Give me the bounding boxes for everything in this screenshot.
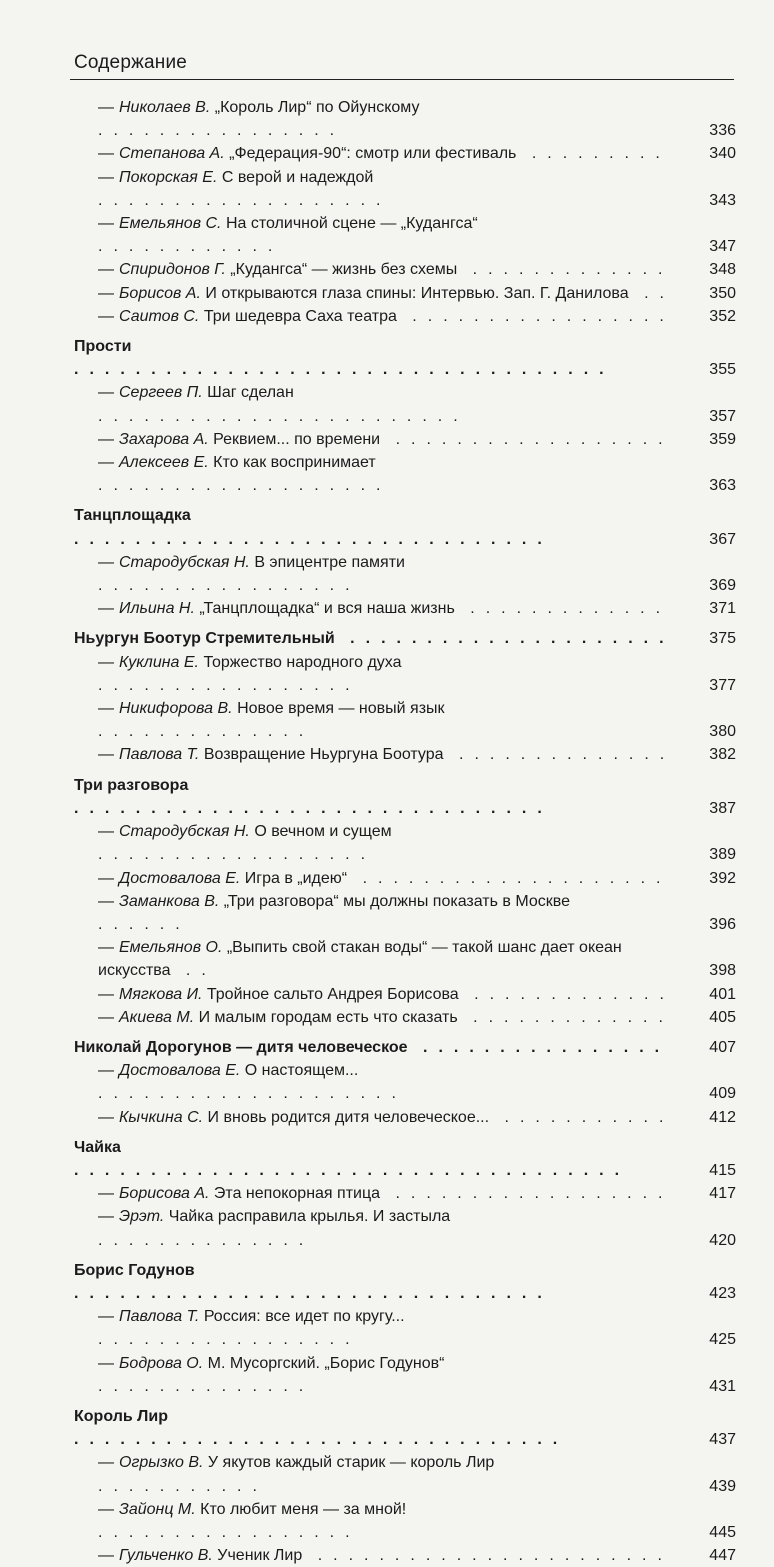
entry-title: „Три разговора“ мы должны показать в Москве xyxy=(223,892,570,910)
entry-author: Бодрова О. xyxy=(119,1354,204,1372)
page-number: 347 xyxy=(709,238,736,256)
entry-author: Емельянов О. xyxy=(119,939,223,957)
entry-title: Тройное сальто Андрея Борисова xyxy=(206,985,459,1003)
entry-dash: — xyxy=(98,1547,114,1565)
page-number: 398 xyxy=(709,962,736,980)
page-number: 445 xyxy=(709,1523,736,1541)
entry-title: Возвращение Ньургуна Боотура xyxy=(203,746,444,764)
page-number: 371 xyxy=(709,600,736,618)
toc-article-entry xyxy=(74,651,736,697)
entry-title: В эпицентре памяти xyxy=(254,553,405,571)
page-number: 350 xyxy=(709,284,736,302)
entry-dash: — xyxy=(98,823,114,841)
page-number: 359 xyxy=(709,430,736,448)
dot-leader: ................................... xyxy=(74,361,615,379)
entry-dash: — xyxy=(98,700,114,718)
page-number: 405 xyxy=(709,1008,736,1026)
header-rule xyxy=(70,79,734,80)
entry-title: Чайка xyxy=(74,1138,121,1156)
toc-article-entry xyxy=(74,142,736,165)
toc-section-entry xyxy=(74,1405,736,1451)
entry-author: Гульченко В. xyxy=(119,1547,213,1565)
entry-dash: — xyxy=(98,1108,114,1126)
dot-leader: ............. xyxy=(458,985,675,1003)
toc-article-entry xyxy=(74,1352,736,1398)
entry-author: Сергеев П. xyxy=(119,384,203,402)
entry-title: Ньургун Боотур Стремительный xyxy=(74,630,335,648)
dot-leader: ................. xyxy=(396,307,675,325)
entry-title: „Танцплощадка“ и вся наша жизнь xyxy=(199,600,455,618)
entry-author: Алексеев Е. xyxy=(119,454,209,472)
dot-leader: ................. xyxy=(98,1331,361,1349)
entry-author: Захарова А. xyxy=(119,430,209,448)
entry-title: Чайка расправила крылья. И застыла xyxy=(168,1208,451,1226)
entry-author: Достовалова Е. xyxy=(119,869,241,887)
page-number: 336 xyxy=(709,122,736,140)
dot-leader: ........................ xyxy=(98,407,469,425)
entry-title: „Выпить свой стакан воды“ — такой шанс дает океан искусства xyxy=(98,939,622,980)
page-number: 392 xyxy=(709,869,736,887)
page-number: 415 xyxy=(709,1161,736,1179)
entry-author: Степанова А. xyxy=(119,145,225,163)
toc-article-entry xyxy=(74,282,736,305)
page-number: 357 xyxy=(709,407,736,425)
entry-dash: — xyxy=(98,454,114,472)
dot-leader: .............. xyxy=(443,746,676,764)
toc-article-entry xyxy=(74,96,736,142)
dot-leader: ............................... xyxy=(74,530,553,548)
page-number: 343 xyxy=(709,191,736,209)
entry-title: „Король Лир“ по Ойунскому xyxy=(214,99,420,116)
page-number: 377 xyxy=(709,676,736,694)
entry-dash: — xyxy=(98,1500,114,1518)
page-number: 382 xyxy=(709,746,736,764)
page-number: 425 xyxy=(709,1331,736,1349)
toc-article-entry xyxy=(74,1544,736,1567)
entry-author: Никифорова В. xyxy=(119,700,233,718)
page-number: 363 xyxy=(709,477,736,495)
entry-author: Огрызко В. xyxy=(119,1454,204,1472)
dot-leader: ..................... xyxy=(334,630,675,648)
dot-leader: .................. xyxy=(98,846,377,864)
dot-leader: ............................... xyxy=(74,1284,553,1302)
page-number: 437 xyxy=(709,1431,736,1449)
page-number: 420 xyxy=(709,1231,736,1249)
dot-leader: ................. xyxy=(98,676,361,694)
entry-title: Ученик Лир xyxy=(217,1547,303,1565)
entry-dash: — xyxy=(98,384,114,402)
page-number: 412 xyxy=(709,1108,736,1126)
entry-dash: — xyxy=(98,653,114,671)
entry-author: Куклина Е. xyxy=(119,653,199,671)
toc-article-entry xyxy=(74,381,736,427)
entry-title: О вечном и сущем xyxy=(254,823,392,841)
entry-title: С верой и надеждой xyxy=(221,168,374,186)
entry-dash: — xyxy=(98,600,114,618)
entry-dash: — xyxy=(98,985,114,1003)
page-number: 340 xyxy=(709,145,736,163)
entry-dash: — xyxy=(98,1208,114,1226)
dot-leader: ............ xyxy=(98,238,284,256)
entry-author: Достовалова Е. xyxy=(119,1062,241,1080)
entry-dash: — xyxy=(98,869,114,887)
entry-dash: — xyxy=(98,1062,114,1080)
toc-article-entry xyxy=(74,428,736,451)
dot-leader: ...... xyxy=(98,915,191,933)
entry-author: Павлова Т. xyxy=(119,1308,200,1326)
toc-article-entry xyxy=(74,258,736,281)
entry-dash: — xyxy=(98,892,114,910)
dot-leader: ............. xyxy=(454,600,672,618)
entry-title: „Кудангса“ — жизнь без схемы xyxy=(230,261,458,279)
entry-author: Стародубская Н. xyxy=(119,553,250,571)
toc-article-entry xyxy=(74,867,736,890)
toc-article-entry xyxy=(74,166,736,212)
toc-article-entry xyxy=(74,1059,736,1105)
page-number: 367 xyxy=(709,530,736,548)
entry-dash: — xyxy=(98,1354,114,1372)
toc-article-entry xyxy=(74,451,736,497)
entry-title: Эта непокорная птица xyxy=(213,1185,381,1203)
entry-dash: — xyxy=(98,261,114,279)
toc-section-entry xyxy=(74,627,736,650)
page-number: 447 xyxy=(709,1547,736,1565)
page-number: 389 xyxy=(709,846,736,864)
page-number: 417 xyxy=(709,1185,736,1203)
toc-article-entry xyxy=(74,983,736,1006)
dot-leader: ................. xyxy=(98,577,361,595)
entry-title: Король Лир xyxy=(74,1407,168,1425)
toc-article-entry xyxy=(74,1498,736,1544)
table-of-contents xyxy=(74,96,736,1567)
dot-leader: ....................... xyxy=(302,1547,673,1565)
dot-leader: ................ xyxy=(407,1038,671,1056)
dot-leader: .. xyxy=(628,284,675,302)
dot-leader: .............. xyxy=(98,1377,315,1395)
entry-title: Борис Годунов xyxy=(74,1261,195,1279)
toc-article-entry xyxy=(74,305,736,328)
entry-title: Кто любит меня — за мной! xyxy=(200,1500,407,1518)
entry-author: Борисов А. xyxy=(119,284,201,302)
entry-author: Кычкина С. xyxy=(119,1108,204,1126)
entry-dash: — xyxy=(98,307,114,325)
entry-title: И вновь родится дитя человеческое... xyxy=(207,1108,490,1126)
dot-leader: .................... xyxy=(98,1085,407,1103)
entry-dash: — xyxy=(98,939,114,957)
entry-dash: — xyxy=(98,145,114,163)
entry-title: Прости xyxy=(74,338,132,356)
toc-section-entry xyxy=(74,1259,736,1305)
entry-author: Покорская Е. xyxy=(119,168,218,186)
dot-leader: ................................ xyxy=(74,1431,569,1449)
toc-section-entry xyxy=(74,504,736,550)
entry-author: Борисова А. xyxy=(119,1185,210,1203)
dot-leader: .............. xyxy=(98,723,315,741)
entry-title: У якутов каждый старик — король Лир xyxy=(207,1454,495,1472)
entry-author: Павлова Т. xyxy=(119,746,200,764)
entry-dash: — xyxy=(98,553,114,571)
dot-leader: ......... xyxy=(516,145,671,163)
entry-dash: — xyxy=(98,1308,114,1326)
toc-article-entry xyxy=(74,697,736,743)
toc-article-entry xyxy=(74,1305,736,1351)
page-number: 352 xyxy=(709,307,736,325)
entry-title: На столичной сцене — „Кудангса“ xyxy=(225,215,478,233)
entry-title: Игра в „идею“ xyxy=(244,869,348,887)
dot-leader: ................... xyxy=(98,191,392,209)
entry-title: М. Мусоргский. „Борис Годунов“ xyxy=(207,1354,445,1372)
entry-dash: — xyxy=(98,1185,114,1203)
page-number: 401 xyxy=(709,985,736,1003)
dot-leader: .................. xyxy=(380,430,674,448)
page-number: 355 xyxy=(709,361,736,379)
page-number: 409 xyxy=(709,1085,736,1103)
toc-section-entry xyxy=(74,774,736,820)
dot-leader: .............. xyxy=(98,1231,315,1249)
entry-title: Кто как воспринимает xyxy=(213,454,376,472)
page-number: 396 xyxy=(709,915,736,933)
entry-dash: — xyxy=(98,284,114,302)
entry-author: Заманкова В. xyxy=(119,892,220,910)
page-number: 387 xyxy=(709,799,736,817)
page-number: 369 xyxy=(709,577,736,595)
entry-dash: — xyxy=(98,430,114,448)
dot-leader: ........... xyxy=(98,1477,268,1495)
entry-author: Саитов С. xyxy=(119,307,200,325)
entry-dash: — xyxy=(98,99,114,116)
entry-title: И открываются глаза спины: Интервью. Зап. Г. Данилова xyxy=(205,284,629,302)
entry-title: Реквием... по времени xyxy=(213,430,381,448)
page-number: 380 xyxy=(709,723,736,741)
dot-leader: ................. xyxy=(98,1523,361,1541)
page-number: 439 xyxy=(709,1477,736,1495)
page-number: 431 xyxy=(709,1377,736,1395)
toc-article-entry xyxy=(74,890,736,936)
dot-leader: ................... xyxy=(98,477,392,495)
dot-leader: .................................... xyxy=(74,1161,631,1179)
entry-title: Шаг сделан xyxy=(207,384,294,402)
entry-author: Ильина Н. xyxy=(119,600,195,618)
entry-title: Николай Дорогунов — дитя человеческое xyxy=(74,1038,408,1056)
toc-article-entry xyxy=(74,743,736,766)
entry-author: Акиева М. xyxy=(119,1008,195,1026)
dot-leader: ............. xyxy=(457,1008,674,1026)
entry-title: Три разговора xyxy=(74,776,189,794)
toc-article-entry xyxy=(74,212,736,258)
dot-leader: .................. xyxy=(380,1185,674,1203)
entry-author: Николаев В. xyxy=(119,99,211,116)
toc-article-entry xyxy=(74,551,736,597)
entry-author: Мягкова И. xyxy=(119,985,203,1003)
dot-leader: .................... xyxy=(347,869,672,887)
entry-author: Стародубская Н. xyxy=(119,823,250,841)
toc-article-entry xyxy=(74,936,736,982)
entry-dash: — xyxy=(98,1454,114,1472)
entry-author: Спиридонов Г. xyxy=(119,261,226,279)
entry-title: Торжество народного духа xyxy=(203,653,402,671)
toc-article-entry xyxy=(74,597,736,620)
entry-title: Россия: все идет по кругу... xyxy=(203,1308,405,1326)
page-header: Содержание xyxy=(74,52,188,73)
entry-title: Новое время — новый язык xyxy=(237,700,445,718)
page-number: 423 xyxy=(709,1284,736,1302)
entry-title: Танцплощадка xyxy=(74,507,191,525)
entry-dash: — xyxy=(98,215,114,233)
dot-leader: ........... xyxy=(489,1108,675,1126)
entry-author: Эрэт. xyxy=(119,1208,165,1226)
toc-article-entry xyxy=(74,1451,736,1497)
toc-section-entry xyxy=(74,1036,736,1059)
toc-article-entry xyxy=(74,1205,736,1251)
page-number: 407 xyxy=(709,1038,736,1056)
dot-leader: .. xyxy=(170,962,217,980)
toc-section-entry xyxy=(74,335,736,381)
entry-title: И малым городам есть что сказать xyxy=(198,1008,458,1026)
toc-article-entry xyxy=(74,820,736,866)
entry-dash: — xyxy=(98,168,114,186)
dot-leader: ............. xyxy=(457,261,674,279)
entry-author: Зайонц М. xyxy=(119,1500,196,1518)
dot-leader: ................ xyxy=(98,122,346,140)
entry-dash: — xyxy=(98,746,114,764)
dot-leader: ............................... xyxy=(74,799,553,817)
page-number: 348 xyxy=(709,261,736,279)
entry-dash: — xyxy=(98,1008,114,1026)
entry-title: О настоящем... xyxy=(244,1062,359,1080)
toc-article-entry xyxy=(74,1106,736,1129)
entry-title: Три шедевра Саха театра xyxy=(203,307,397,325)
page-number: 375 xyxy=(709,630,736,648)
entry-title: „Федерация-90“: смотр или фестиваль xyxy=(229,145,517,163)
entry-author: Емельянов С. xyxy=(119,215,222,233)
toc-article-entry xyxy=(74,1006,736,1029)
toc-section-entry xyxy=(74,1136,736,1182)
